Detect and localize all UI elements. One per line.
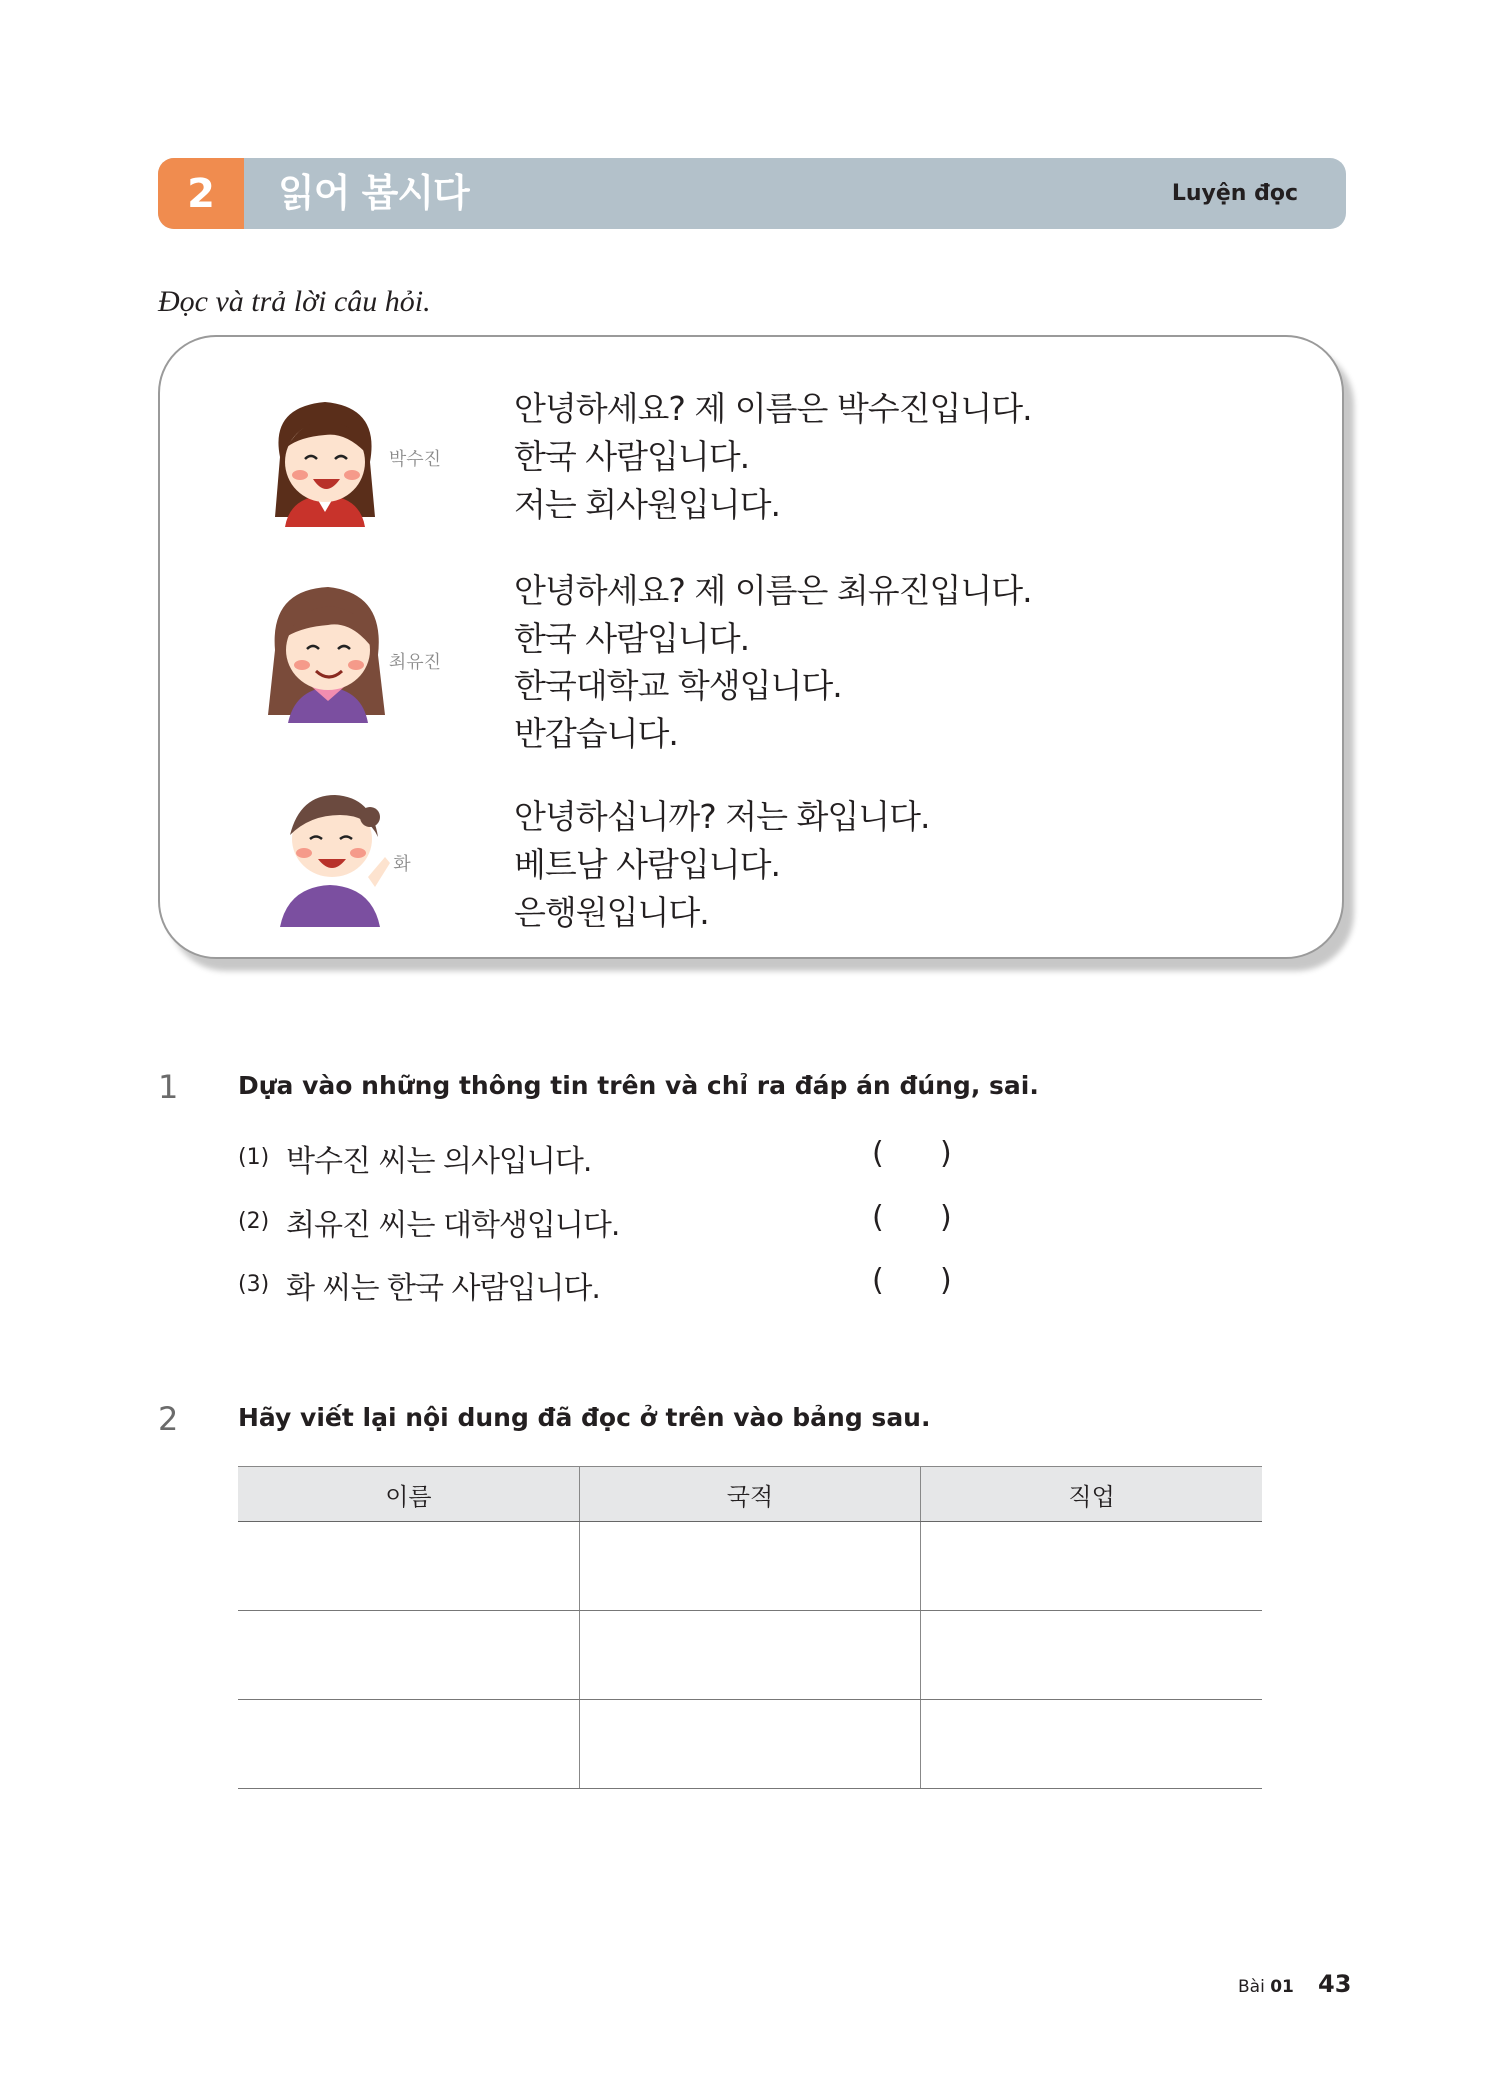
answer-cell[interactable] xyxy=(579,1522,920,1611)
speech-line: 은행원입니다. xyxy=(514,893,709,932)
table-row xyxy=(238,1522,1262,1611)
reading-box xyxy=(158,335,1344,959)
speech-line: 저는 회사원입니다. xyxy=(514,485,781,524)
speaker-name: 박수진 xyxy=(388,449,442,470)
speech-line: 한국 사람입니다. xyxy=(514,437,750,476)
answer-paren-open: ( xyxy=(872,1263,884,1298)
section-header xyxy=(158,158,1346,229)
section-number: 2 xyxy=(158,158,244,229)
item-text: 최유진 씨는 대학생입니다. xyxy=(286,1208,620,1243)
answer-table xyxy=(238,1466,1262,1789)
column-header-name: 이름 xyxy=(238,1467,579,1522)
answer-cell[interactable] xyxy=(579,1700,920,1789)
answer-cell[interactable] xyxy=(579,1611,920,1700)
speech-line: 안녕하세요? 제 이름은 최유진입니다. xyxy=(514,571,1032,610)
answer-cell[interactable] xyxy=(921,1611,1262,1700)
speech-line: 안녕하십니까? 저는 화입니다. xyxy=(514,797,930,836)
speech-line: 한국대학교 학생입니다. xyxy=(514,666,842,705)
exercise-prompt: Dựa vào những thông tin trên và chỉ ra đáp án đúng, sai. xyxy=(238,1071,1039,1100)
answer-paren-open: ( xyxy=(872,1200,884,1235)
answer-cell[interactable] xyxy=(921,1700,1262,1789)
speech-line: 한국 사람입니다. xyxy=(514,619,750,658)
speech-line: 베트남 사람입니다. xyxy=(514,845,781,884)
column-header-nationality: 국적 xyxy=(579,1467,920,1522)
item-text: 박수진 씨는 의사입니다. xyxy=(286,1144,592,1179)
answer-cell[interactable] xyxy=(238,1522,579,1611)
answer-cell[interactable] xyxy=(921,1522,1262,1611)
column-header-occupation: 직업 xyxy=(921,1467,1262,1522)
item-text: 화 씨는 한국 사람입니다. xyxy=(286,1271,600,1306)
item-label: (2) xyxy=(238,1209,270,1234)
table-row xyxy=(238,1700,1262,1789)
answer-cell[interactable] xyxy=(238,1700,579,1789)
answer-cell[interactable] xyxy=(238,1611,579,1700)
table-header-row xyxy=(238,1467,1262,1522)
page-number: 43 xyxy=(1318,1970,1352,1998)
lesson-label xyxy=(1238,1977,1294,1997)
speech-line: 안녕하세요? 제 이름은 박수진입니다. xyxy=(514,389,1032,428)
answer-paren-close: ) xyxy=(940,1136,952,1171)
speaker-name: 화 xyxy=(393,854,411,875)
speech-line: 반갑습니다. xyxy=(514,714,678,753)
section-subtitle: Luyện đọc xyxy=(1171,181,1298,206)
lesson-number: 01 xyxy=(1270,1977,1294,1997)
answer-paren-close: ) xyxy=(940,1200,952,1235)
speaker-name: 최유진 xyxy=(388,652,442,673)
table-row xyxy=(238,1611,1262,1700)
exercise-number: 2 xyxy=(158,1400,179,1438)
reading-instruction: Đọc và trả lời câu hỏi. xyxy=(158,285,431,318)
exercise-number: 1 xyxy=(158,1068,179,1106)
lesson-prefix: Bài xyxy=(1238,1977,1265,1997)
answer-paren-open: ( xyxy=(872,1136,884,1171)
answer-paren-close: ) xyxy=(940,1263,952,1298)
item-label: (1) xyxy=(238,1145,270,1170)
item-label: (3) xyxy=(238,1272,270,1297)
section-title: 읽어 봅시다 xyxy=(278,171,469,215)
exercise-prompt: Hãy viết lại nội dung đã đọc ở trên vào bảng sau. xyxy=(238,1403,931,1432)
